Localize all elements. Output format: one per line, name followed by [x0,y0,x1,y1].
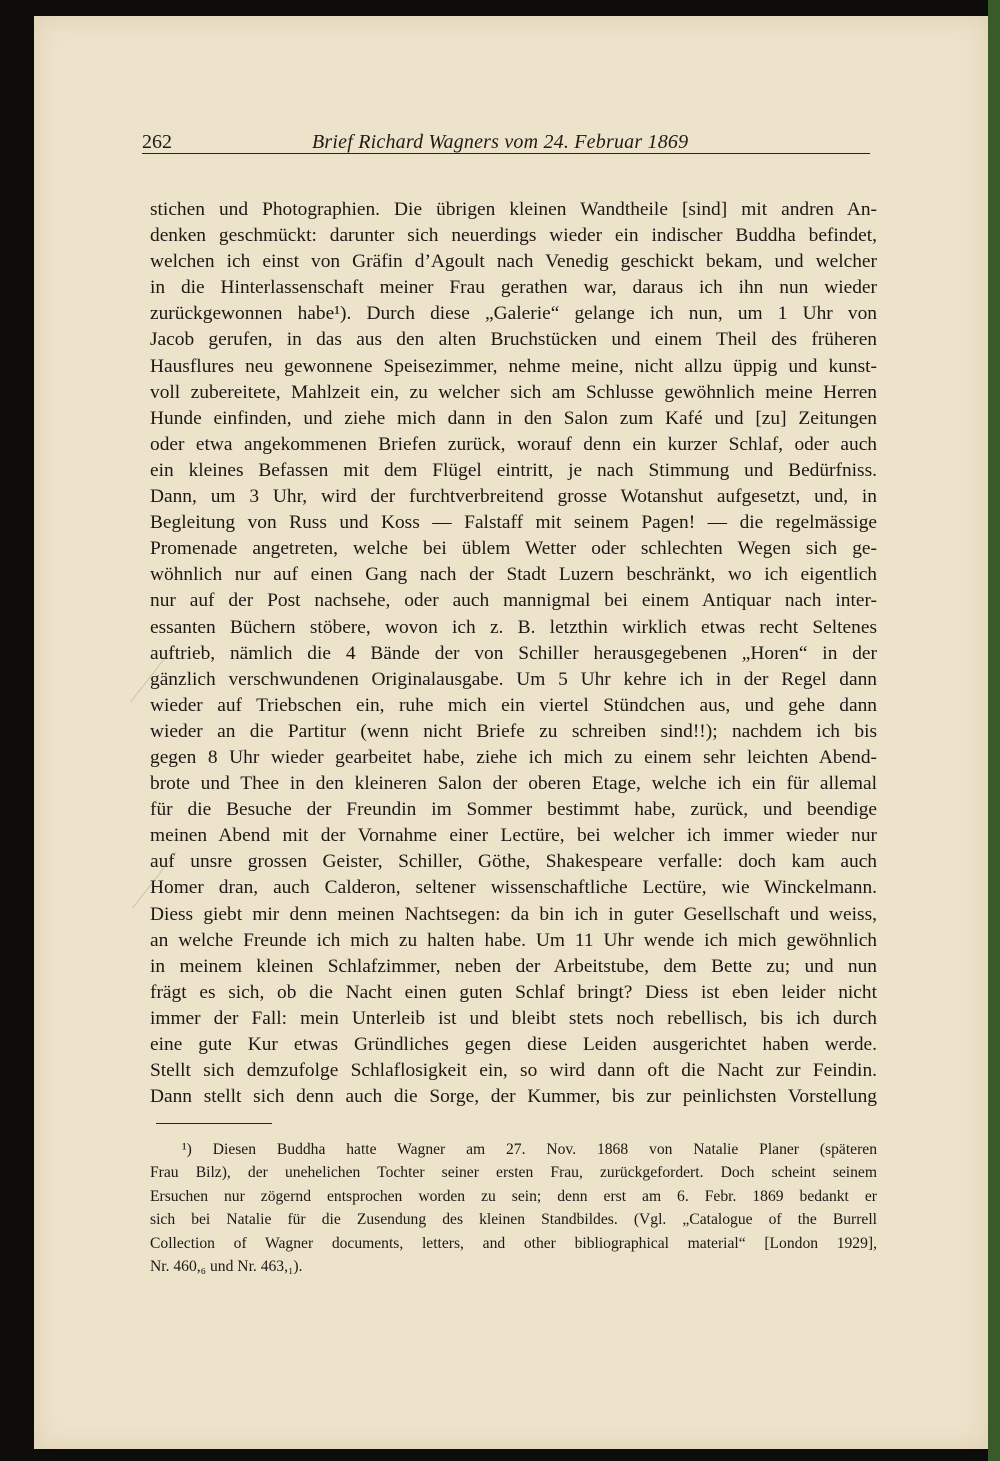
footnote-line: Ersuchen nur zögernd entsprochen worden zu sein; denn erst am 6. Febr. 1869 bedankt er [150,1187,877,1205]
running-title: Brief Richard Wagners vom 24. Februar 1869 [312,131,689,153]
body-text-line: stichen und Photographien. Die übrigen kleinen Wandtheile [sind] mit andren An- [150,199,877,220]
page-edge-right [988,0,1000,1461]
body-text-line: denken geschmückt: darunter sich neuerdings wieder ein indischer Buddha befindet, [150,225,877,247]
body-text-line: Promenade angetreten, welche bei üblem Wetter oder schlechten Wegen sich ge- [150,538,877,560]
body-text-line: Homer dran, auch Calderon, seltener wissenschaftliche Lectüre, wie Winckelmann. [150,877,877,899]
body-text-line: in die Hinterlassenschaft meiner Frau gerathen war, daraus ich ihn nun wieder [150,277,877,299]
body-text-line: wöhnlich nur auf einen Gang nach der Stadt Luzern beschränkt, wo ich eigentlich [150,564,877,586]
body-text-line: Stellt sich demzufolge Schlaflosigkeit ein, so wird dann oft die Nacht zur Feindin. [150,1060,877,1082]
body-text-line: Hausflures neu gewonnene Speisezimmer, nehme meine, nicht allzu üppig und kunst- [150,355,877,377]
body-text-line: eine gute Kur etwas Gründliches gegen diese Leiden ausgerichtet haben werde. [150,1034,877,1055]
body-text-line: in meinem kleinen Schlafzimmer, neben der Arbeitstube, dem Bette zu; und nun [150,955,877,977]
page-number: 262 [142,131,172,153]
body-text-line: auf unsre grossen Geister, Schiller, Göthe, Shakespeare verfalle: doch kam auch [150,851,877,873]
body-text-line: welchen ich einst von Gräfin d’Agoult nach Venedig geschickt bekam, und welcher [150,251,877,273]
footnote-line: Collection of Wagner documents, letters, and other bibliographical material“ [London 1929], [150,1234,877,1252]
body-text-line: auftrieb, nämlich die 4 Bände der von Schiller herausgegebenen „Horen“ in der [150,642,877,664]
body-text-line: gegen 8 Uhr wieder gearbeitet habe, ziehe ich mich zu einem sehr leichten Abend- [150,746,877,768]
body-text-line: für die Besuche der Freundin im Sommer bestimmt habe, zurück, und beendige [150,799,877,821]
body-text-line: Dann, um 3 Uhr, wird der furchtverbreitend grosse Wotanshut aufgesetzt, und, in [150,486,877,508]
body-text-line: brote und Thee in den kleineren Salon der oberen Etage, welche ich ein für allemal [150,773,877,795]
body-text-line: Dann stellt sich denn auch die Sorge, der Kummer, bis zur peinlichsten Vorstellung [150,1086,877,1108]
body-text-line: Diess giebt mir denn meinen Nachtsegen: da bin ich in guter Gesellschaft und weiss, [150,903,877,925]
body-text-line: Begleitung von Russ und Koss — Falstaff mit seinem Pagen! — die regelmässige [150,512,877,534]
footnote-line: Frau Bilz), der unehelichen Tochter seiner ersten Frau, zurückgefordert. Doch scheint seinem [150,1164,877,1182]
body-text-line: frägt es sich, ob die Nacht einen guten Schlaf bringt? Diess ist eben leider nicht [150,981,877,1003]
body-text-line: wieder auf Triebschen ein, ruhe mich ein viertel Stündchen aus, und gehe dann [150,694,877,716]
footnote-block [150,1138,877,1278]
footnote-line: Nr. 460,₆ und Nr. 463,₁). [150,1257,303,1275]
footnote-line: ¹) Diesen Buddha hatte Wagner am 27. Nov. 1868 von Natalie Planer (späteren [182,1141,877,1158]
footnote-line: sich bei Natalie für die Zusendung des kleinen Standbildes. (Vgl. „Catalogue of the Burrell [150,1211,877,1229]
body-text-line: gänzlich verschwundenen Originalausgabe. Um 5 Uhr kehre ich in der Regel dann [150,668,877,690]
body-text-line: immer der Fall: mein Unterleib ist und bleibt stets noch rebellisch, bis ich durch [150,1007,877,1029]
body-text-line: essanten Büchern stöbere, wovon ich z. B. letzthin wirklich etwas recht Seltenes [150,616,877,638]
body-text-line: Hunde einfinden, und ziehe mich dann in den Salon zum Kafé und [zu] Zeitungen [150,407,877,429]
body-text-line: zurückgewonnen habe¹). Durch diese „Galerie“ gelange ich nun, um 1 Uhr von [150,303,877,325]
body-text-line: wieder an die Partitur (wenn nicht Briefe zu schreiben sind!!); nachdem ich bis [150,720,877,742]
letter-body-text [150,197,877,1110]
body-text-line: an welche Freunde ich mich zu halten habe. Um 11 Uhr wende ich mich gewöhnlich [150,929,877,951]
body-text-line: ein kleines Befassen mit dem Flügel eintritt, je nach Stimmung und Bedürfniss. [150,459,877,481]
body-text-line: nur auf der Post nachsehe, oder auch mannigmal bei einem Antiquar nach inter- [150,590,877,612]
body-text-line: oder etwa angekommenen Briefen zurück, worauf denn ein kurzer Schlaf, oder auch [150,433,877,455]
running-header [142,127,870,154]
footnote-divider [156,1123,272,1124]
body-text-line: voll zubereitete, Mahlzeit ein, zu welcher sich am Schlusse gewöhnlich meine Herren [150,381,877,403]
body-text-line: meinen Abend mit der Vornahme einer Lectüre, bei welcher ich immer wieder nur [150,825,877,847]
body-text-line: Jacob gerufen, in das aus den alten Bruchstücken und einem Theil des früheren [150,329,877,351]
